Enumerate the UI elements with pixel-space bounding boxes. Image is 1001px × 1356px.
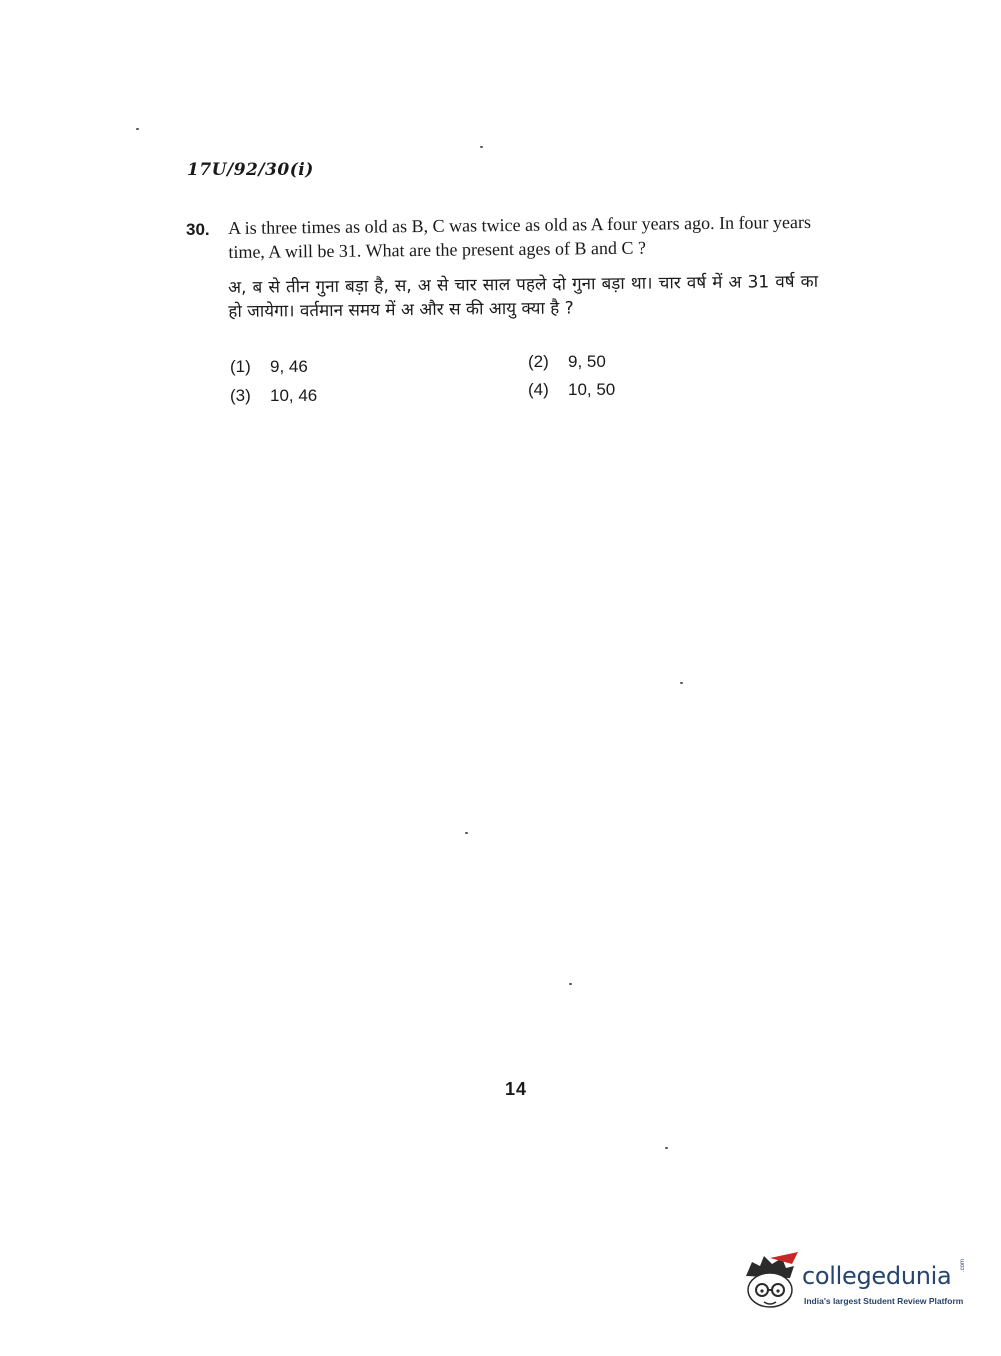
scan-speck	[480, 146, 483, 148]
option-2	[528, 352, 606, 372]
scan-speck	[665, 1147, 668, 1149]
option-1	[230, 357, 308, 377]
scan-speck	[136, 128, 139, 130]
logo-brand-text: collegedunia	[802, 1262, 952, 1290]
scan-speck	[680, 682, 683, 684]
option-3-text: 10, 46	[270, 386, 318, 405]
scan-speck	[569, 983, 572, 985]
collegedunia-watermark	[742, 1250, 977, 1310]
option-4-number: (4)	[528, 380, 549, 399]
page-number: 14	[505, 1079, 528, 1099]
logo-tagline: India's largest Student Review Platform	[804, 1296, 964, 1306]
option-4-text: 10, 50	[568, 380, 616, 399]
option-4	[528, 380, 615, 400]
scan-speck	[465, 832, 468, 834]
option-1-text: 9, 46	[270, 357, 308, 376]
option-3	[230, 386, 317, 406]
question-number: 30.	[186, 220, 210, 239]
option-1-number: (1)	[230, 357, 251, 376]
option-2-text: 9, 50	[568, 352, 606, 371]
question-text-hindi: अ, ब से तीन गुना बड़ा है, स, अ से चार साल पहले दो गुना बड़ा था। चार वर्ष में अ 31 वर्ष का हो जायेगा। वर्तमान समय में अ और स की आयु क्या है ?	[228, 271, 819, 322]
question-text-english: A is three times as old as B, C was twice as old as A four years ago. In four years time, A will be 31. What are the present ages of B and C ?	[228, 211, 812, 262]
paper-code: 17U/92/30(i)	[187, 160, 314, 180]
logo-domain-suffix: .com	[960, 1258, 966, 1272]
student-mascot-icon	[742, 1250, 800, 1310]
option-2-number: (2)	[528, 352, 549, 371]
option-3-number: (3)	[230, 386, 251, 405]
